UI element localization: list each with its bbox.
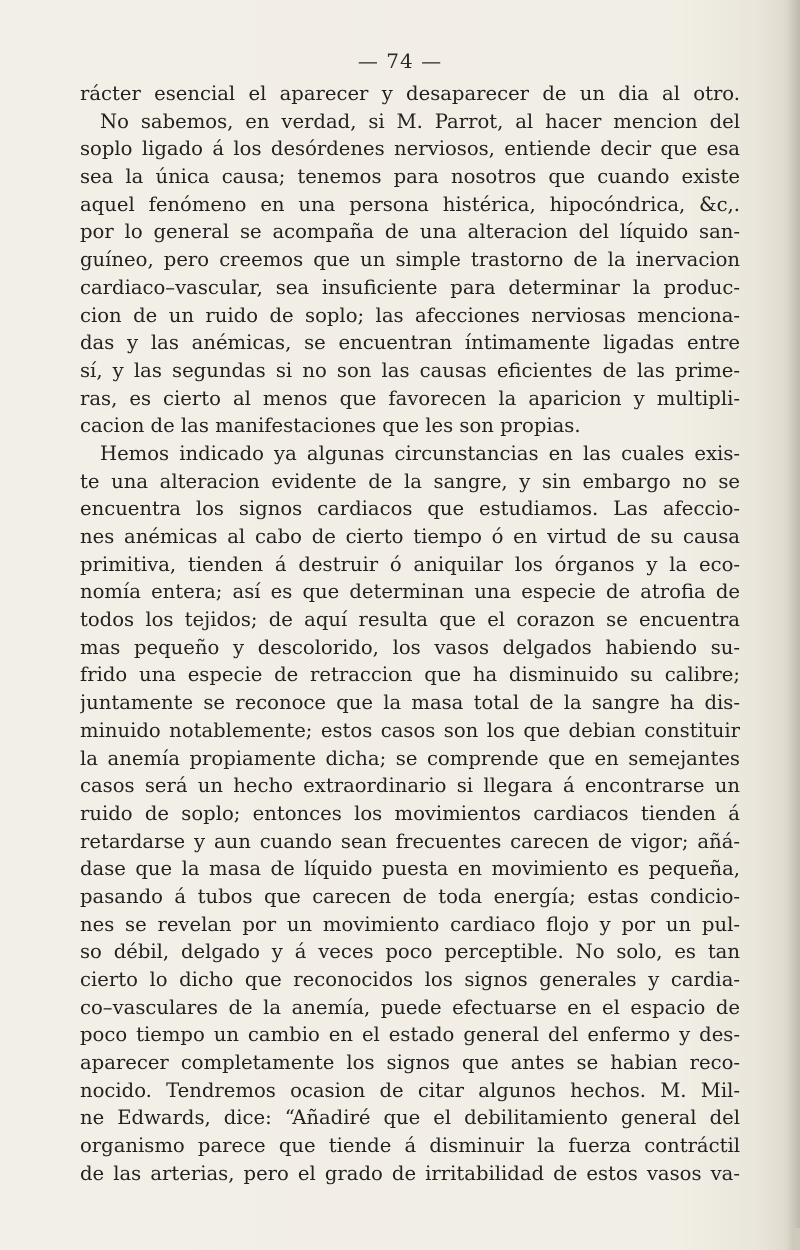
text-line: dase que la masa de líquido puesta en movimiento es pequeña,	[80, 857, 740, 881]
text-line: aparecer completamente los signos que antes se habian reco-	[80, 1051, 740, 1075]
text-line: nes se revelan por un movimiento cardiaco flojo y por un pul-	[80, 912, 740, 936]
text-line: nomía entera; así es que determinan una especie de atrofia de	[80, 580, 740, 604]
text-line: retardarse y aun cuando sean frecuentes carecen de vigor; añá-	[80, 829, 740, 853]
text-line: frido una especie de retraccion que ha disminuido su calibre;	[80, 663, 740, 687]
text-line: cardiaco–vascular, sea insuficiente para determinar la produc-	[80, 275, 740, 299]
text-line: cacion de las manifestaciones que les son propias.	[80, 414, 581, 438]
text-line: so débil, delgado y á veces poco perceptible. No solo, es tan	[80, 940, 740, 964]
text-line: la anemía propiamente dicha; se comprende que en semejantes	[80, 746, 740, 770]
text-line: ras, es cierto al menos que favorecen la aparicion y multipli-	[80, 386, 740, 410]
text-line: por lo general se acompaña de una alteracion del líquido san-	[80, 220, 740, 244]
text-line: rácter esencial el aparecer y desaparecer de un dia al otro.	[80, 82, 740, 105]
text-line: aquel fenómeno en una persona histérica, hipocóndrica, &c,.	[80, 192, 740, 216]
body-text	[80, 80, 740, 1188]
text-line: ne Edwards, dice: “Añadiré que el debilitamiento general del	[80, 1106, 740, 1130]
text-line: sea la única causa; tenemos para nosotros que cuando existe	[80, 165, 740, 189]
text-line: guíneo, pero creemos que un simple trastorno de la inervacion	[80, 248, 740, 272]
text-line: ruido de soplo; entonces los movimientos cardiacos tienden á	[80, 801, 740, 825]
text-line: casos será un hecho extraordinario si llegara á encontrarse un	[80, 774, 740, 798]
text-line: minuido notablemente; estos casos son los que debian constituir	[80, 718, 740, 742]
page-number: — 74 —	[357, 49, 443, 73]
text-line: das y las anémicas, se encuentran íntimamente ligadas entre	[80, 331, 740, 355]
text-line: pasando á tubos que carecen de toda energía; estas condicio-	[80, 884, 740, 908]
text-line: co–vasculares de la anemía, puede efectuarse en el espacio de	[80, 995, 740, 1019]
text-line: Hemos indicado ya algunas circunstancias en las cuales exis-	[100, 441, 740, 465]
text-line: organismo parece que tiende á disminuir la fuerza contráctil	[80, 1134, 740, 1158]
text-line: primitiva, tienden á destruir ó aniquilar los órganos y la eco-	[80, 552, 740, 576]
text-line: cierto lo dicho que reconocidos los signos generales y cardia-	[80, 968, 740, 991]
text-line: poco tiempo un cambio en el estado general del enfermo y des-	[80, 1023, 740, 1047]
text-line: nocido. Tendremos ocasion de citar algunos hechos. M. Mil-	[80, 1078, 740, 1102]
page-edge-shadow	[786, 0, 800, 1250]
text-line: soplo ligado á los desórdenes nerviosos, entiende decir que esa	[80, 137, 740, 161]
text-line: mas pequeño y descolorido, los vasos delgados habiendo su-	[80, 635, 740, 659]
page-corner-mark	[793, 1228, 800, 1250]
text-line: cion de un ruido de soplo; las afecciones nerviosas menciona-	[80, 303, 740, 327]
text-line: juntamente se reconoce que la masa total de la sangre ha dis-	[80, 691, 740, 715]
text-line: No sabemos, en verdad, si M. Parrot, al hacer mencion del	[100, 109, 740, 133]
text-line: sí, y las segundas si no son las causas eficientes de las prime-	[80, 358, 740, 382]
text-line: todos los tejidos; de aquí resulta que el corazon se encuentra	[80, 608, 740, 632]
text-line: te una alteracion evidente de la sangre, y sin embargo no se	[80, 469, 740, 493]
text-line: encuentra los signos cardiacos que estudiamos. Las afeccio-	[80, 497, 740, 521]
text-line: nes anémicas al cabo de cierto tiempo ó en virtud de su causa	[80, 525, 740, 548]
text-line: de las arterias, pero el grado de irritabilidad de estos vasos va-	[80, 1161, 740, 1185]
